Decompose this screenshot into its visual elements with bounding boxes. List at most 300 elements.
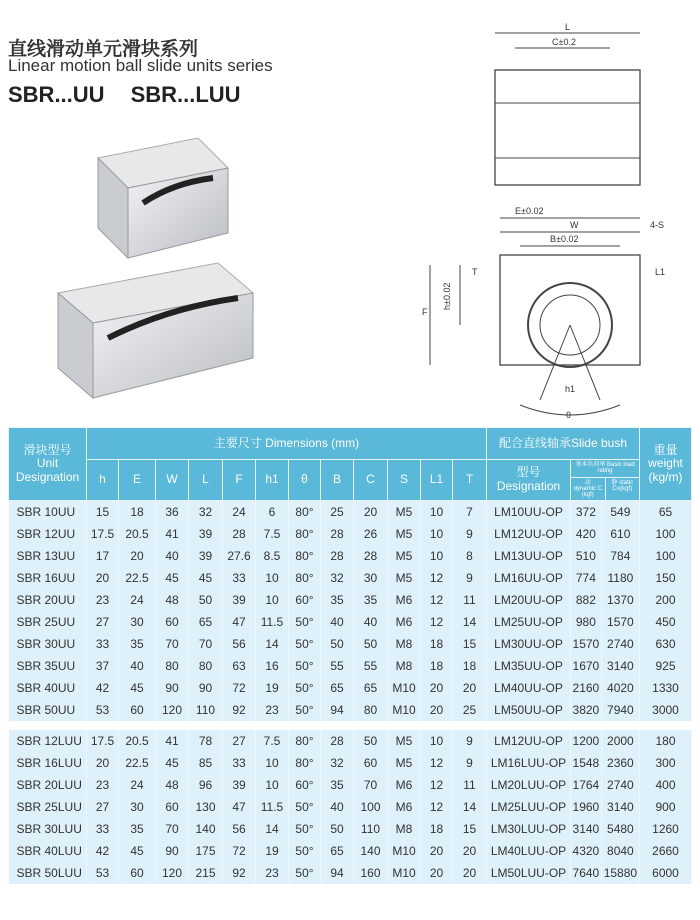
table-cell: 90 [189, 677, 223, 699]
table-cell: 120 [156, 699, 189, 721]
table-cell: 39 [189, 523, 223, 545]
table-cell: 3140 [601, 796, 639, 818]
table-cell: 40 [321, 796, 354, 818]
table-cell: 28 [354, 545, 388, 567]
table-cell: 4320 [571, 840, 602, 862]
header-dim-9: S [388, 460, 421, 501]
table-cell: 96 [189, 774, 223, 796]
table-cell: 80 [189, 655, 223, 677]
unit-designation: SBR 13UU [9, 545, 87, 567]
table-cell: 10 [256, 752, 289, 774]
table-cell: 35 [119, 818, 156, 840]
table-cell: 160 [354, 862, 388, 884]
table-cell: 56 [223, 818, 256, 840]
table-cell: 80° [289, 523, 321, 545]
table-cell: 15 [453, 818, 487, 840]
header-dim-8: C [354, 460, 388, 501]
bush-designation: LM50UU-OP [487, 699, 571, 721]
bush-designation: LM40UU-OP [487, 677, 571, 699]
table-cell: 70 [189, 633, 223, 655]
separator-cell [9, 721, 692, 730]
model-luu: SBR...LUU [130, 82, 241, 107]
table-cell: 175 [189, 840, 223, 862]
table-cell: 25 [453, 699, 487, 721]
unit-designation: SBR 16UU [9, 567, 87, 589]
table-cell: 30 [119, 796, 156, 818]
bush-designation: LM20LUU-OP [487, 774, 571, 796]
table-cell: 55 [321, 655, 354, 677]
table-cell: 35 [119, 633, 156, 655]
table-cell: 1670 [571, 655, 602, 677]
table-cell: 1960 [571, 796, 602, 818]
header-load-rating-text: 基本负荷率 Basic load rating [571, 460, 639, 478]
table-cell: 60 [156, 796, 189, 818]
table-cell: 24 [119, 774, 156, 796]
table-cell: 3820 [571, 699, 602, 721]
label-T: T [472, 267, 478, 277]
unit-designation: SBR 16LUU [9, 752, 87, 774]
table-cell: 30 [354, 567, 388, 589]
bush-designation: LM16UU-OP [487, 567, 571, 589]
table-cell: 94 [321, 699, 354, 721]
table-cell: M6 [388, 589, 421, 611]
table-cell: 925 [640, 655, 692, 677]
header-weight-en: weight (kg/m) [648, 456, 683, 485]
label-W: W [570, 220, 579, 230]
table-cell: 3140 [571, 818, 602, 840]
table-cell: 2740 [601, 774, 639, 796]
table-cell: 45 [189, 567, 223, 589]
table-cell: M8 [388, 655, 421, 677]
table-cell: 12 [421, 774, 453, 796]
table-cell: 2160 [571, 677, 602, 699]
bush-designation: LM50LUU-OP [487, 862, 571, 884]
table-cell: 9 [453, 730, 487, 752]
table-cell: 2740 [601, 633, 639, 655]
table-cell: 140 [354, 840, 388, 862]
table-cell: 200 [640, 589, 692, 611]
table-cell: 180 [640, 730, 692, 752]
table-cell: M10 [388, 840, 421, 862]
table-cell: M5 [388, 545, 421, 567]
group-separator [9, 721, 692, 730]
table-cell: 60 [119, 862, 156, 884]
table-cell: 400 [640, 774, 692, 796]
table-row [9, 633, 692, 655]
header-weight-cn: 重量 [653, 442, 678, 457]
table-cell: 78 [189, 730, 223, 752]
table-cell: 7940 [601, 699, 639, 721]
table-cell: 20 [421, 862, 453, 884]
table-cell: 45 [119, 840, 156, 862]
label-theta: θ [566, 410, 572, 420]
bush-designation: LM40LUU-OP [487, 840, 571, 862]
unit-designation: SBR 30UU [9, 633, 87, 655]
table-cell: 55 [354, 655, 388, 677]
header-dimensions: 主要尺寸 Dimensions (mm) [87, 428, 487, 460]
table-cell: M5 [388, 501, 421, 523]
unit-designation: SBR 10UU [9, 501, 87, 523]
unit-designation: SBR 50UU [9, 699, 87, 721]
table-cell: 60 [354, 752, 388, 774]
table-cell: 20.5 [119, 523, 156, 545]
table-cell: 22.5 [119, 567, 156, 589]
table-cell: 90 [156, 677, 189, 699]
table-cell: 19 [256, 840, 289, 862]
table-cell: 9 [453, 523, 487, 545]
table-cell: 60° [289, 589, 321, 611]
table-cell: M8 [388, 818, 421, 840]
unit-designation: SBR 30LUU [9, 818, 87, 840]
table-cell: 2660 [640, 840, 692, 862]
model-series [8, 82, 267, 108]
top-view-drawing [480, 18, 660, 188]
label-S: 4-S [650, 220, 665, 230]
table-cell: 45 [156, 752, 189, 774]
table-cell: 80° [289, 752, 321, 774]
table-cell: 1330 [640, 677, 692, 699]
table-cell: 100 [354, 796, 388, 818]
unit-designation: SBR 25UU [9, 611, 87, 633]
table-cell: 510 [571, 545, 602, 567]
bush-designation: LM12UU-OP [487, 523, 571, 545]
table-cell: 63 [223, 655, 256, 677]
table-cell: 100 [640, 545, 692, 567]
table-cell: 19 [256, 677, 289, 699]
table-cell: 70 [354, 774, 388, 796]
table-row [9, 699, 692, 721]
table-cell: 27 [87, 796, 119, 818]
header-weight [640, 428, 692, 501]
table-cell: 33 [223, 567, 256, 589]
table-cell: 100 [640, 523, 692, 545]
table-cell: 17.5 [87, 730, 119, 752]
table-row [9, 523, 692, 545]
table-cell: 6 [256, 501, 289, 523]
table-cell: 1370 [601, 589, 639, 611]
table-cell: M10 [388, 862, 421, 884]
bush-designation: LM30LUU-OP [487, 818, 571, 840]
table-cell: 28 [321, 545, 354, 567]
table-cell: 20 [453, 840, 487, 862]
table-cell: M5 [388, 567, 421, 589]
label-h: h±0.02 [442, 282, 452, 310]
table-cell: 41 [156, 730, 189, 752]
header-dim-10: L1 [421, 460, 453, 501]
table-cell: 12 [421, 796, 453, 818]
table-cell: 7.5 [256, 523, 289, 545]
table-cell: 65 [189, 611, 223, 633]
table-cell: 9 [453, 567, 487, 589]
table-cell: M6 [388, 774, 421, 796]
table-cell: 20 [87, 752, 119, 774]
table-row [9, 840, 692, 862]
table-cell: 45 [156, 567, 189, 589]
table-cell: 20.5 [119, 730, 156, 752]
table-cell: 110 [354, 818, 388, 840]
table-row [9, 677, 692, 699]
table-cell: 70 [156, 818, 189, 840]
table-cell: 30 [119, 611, 156, 633]
table-cell: 80 [156, 655, 189, 677]
table-cell: 18 [421, 633, 453, 655]
table-cell: 50° [289, 796, 321, 818]
unit-designation: SBR 12LUU [9, 730, 87, 752]
table-row [9, 774, 692, 796]
table-cell: 39 [223, 774, 256, 796]
header-dynamic: 动 dynamic C (kgf) [571, 478, 606, 501]
table-cell: 300 [640, 752, 692, 774]
table-cell: 1548 [571, 752, 602, 774]
table-cell: 7.5 [256, 730, 289, 752]
table-cell: 2360 [601, 752, 639, 774]
unit-designation: SBR 40LUU [9, 840, 87, 862]
table-cell: 65 [354, 677, 388, 699]
table-cell: 27.6 [223, 545, 256, 567]
table-cell: 36 [156, 501, 189, 523]
table-cell: 18 [453, 655, 487, 677]
header-dim-2: W [156, 460, 189, 501]
table-cell: 40 [119, 655, 156, 677]
header-bush-designation [487, 460, 571, 501]
header-slide-bush: 配合直线轴承Slide bush [487, 428, 640, 460]
table-cell: 92 [223, 699, 256, 721]
table-cell: 32 [321, 567, 354, 589]
table-cell: 4020 [601, 677, 639, 699]
header-dim-0: h [87, 460, 119, 501]
table-cell: 18 [119, 501, 156, 523]
table-cell: 215 [189, 862, 223, 884]
table-cell: 14 [453, 796, 487, 818]
table-cell: 53 [87, 699, 119, 721]
table-cell: 53 [87, 862, 119, 884]
label-L: L [565, 22, 571, 32]
table-cell: M5 [388, 752, 421, 774]
table-cell: 42 [87, 677, 119, 699]
table-cell: 17.5 [87, 523, 119, 545]
table-cell: 110 [189, 699, 223, 721]
table-cell: 784 [601, 545, 639, 567]
table-row [9, 730, 692, 752]
table-cell: M10 [388, 699, 421, 721]
table-cell: 28 [321, 523, 354, 545]
table-cell: 60 [156, 611, 189, 633]
table-cell: 50 [321, 633, 354, 655]
bush-designation: LM16LUU-OP [487, 752, 571, 774]
product-photo-short [88, 128, 238, 268]
table-cell: 11 [453, 589, 487, 611]
table-cell: 65 [321, 840, 354, 862]
header-bush-des-en: Designation [496, 479, 561, 494]
table-cell: 32 [321, 752, 354, 774]
header-load-rating [571, 460, 640, 501]
table-cell: 48 [156, 774, 189, 796]
table-cell: 92 [223, 862, 256, 884]
table-cell: 7 [453, 501, 487, 523]
table-cell: 10 [421, 501, 453, 523]
table-cell: 11 [453, 774, 487, 796]
header-dim-6: θ [289, 460, 321, 501]
table-cell: 23 [256, 699, 289, 721]
table-cell: 12 [421, 567, 453, 589]
unit-designation: SBR 20UU [9, 589, 87, 611]
table-cell: 10 [421, 523, 453, 545]
table-cell: 41 [156, 523, 189, 545]
table-cell: 35 [321, 774, 354, 796]
table-cell: 94 [321, 862, 354, 884]
bush-designation: LM25UU-OP [487, 611, 571, 633]
header-dim-1: E [119, 460, 156, 501]
table-cell: 35 [321, 589, 354, 611]
table-cell: 60 [119, 699, 156, 721]
table-cell: 450 [640, 611, 692, 633]
table-cell: 80° [289, 730, 321, 752]
header-unit [9, 428, 87, 501]
table-cell: 45 [119, 677, 156, 699]
table-row [9, 796, 692, 818]
table-cell: 12 [421, 589, 453, 611]
table-cell: 50° [289, 655, 321, 677]
table-cell: 8.5 [256, 545, 289, 567]
table-cell: 10 [256, 567, 289, 589]
table-cell: 20 [87, 567, 119, 589]
table-cell: 10 [256, 589, 289, 611]
table-cell: 27 [87, 611, 119, 633]
table-row [9, 589, 692, 611]
table-cell: 50° [289, 677, 321, 699]
table-cell: 20 [119, 545, 156, 567]
table-cell: 630 [640, 633, 692, 655]
unit-designation: SBR 50LUU [9, 862, 87, 884]
bush-designation: LM13UU-OP [487, 545, 571, 567]
table-cell: 40 [321, 611, 354, 633]
bush-designation: LM12UU-OP [487, 730, 571, 752]
label-B: B±0.02 [550, 234, 579, 244]
table-cell: 3140 [601, 655, 639, 677]
table-cell: 14 [256, 818, 289, 840]
header-dim-3: L [189, 460, 223, 501]
table-cell: 80° [289, 545, 321, 567]
table-row [9, 567, 692, 589]
table-cell: 17 [87, 545, 119, 567]
bush-designation: LM10UU-OP [487, 501, 571, 523]
header-unit-cn: 滑块型号 [23, 442, 72, 457]
table-cell: 50° [289, 699, 321, 721]
table-cell: 10 [421, 730, 453, 752]
header-static: 静 static Co(kgf) [611, 479, 634, 492]
table-cell: 80° [289, 567, 321, 589]
table-cell: 50 [354, 633, 388, 655]
table-cell: 90 [156, 840, 189, 862]
bush-designation: LM35UU-OP [487, 655, 571, 677]
table-cell: 20 [453, 677, 487, 699]
table-cell: 882 [571, 589, 602, 611]
unit-designation: SBR 35UU [9, 655, 87, 677]
table-cell: 28 [223, 523, 256, 545]
table-cell: M8 [388, 633, 421, 655]
table-cell: 80 [354, 699, 388, 721]
table-cell: 549 [601, 501, 639, 523]
table-cell: 140 [189, 818, 223, 840]
table-cell: 65 [321, 677, 354, 699]
table-cell: 610 [601, 523, 639, 545]
table-cell: 20 [421, 699, 453, 721]
table-cell: 9 [453, 752, 487, 774]
header-bush-des-cn: 型号 [516, 465, 541, 480]
table-cell: 6000 [640, 862, 692, 884]
table-cell: 50° [289, 840, 321, 862]
header-dim-5: h1 [256, 460, 289, 501]
label-E: E±0.02 [515, 206, 544, 216]
table-cell: 24 [119, 589, 156, 611]
title-english: Linear motion ball slide units series [8, 56, 273, 75]
unit-designation: SBR 20LUU [9, 774, 87, 796]
table-cell: 48 [156, 589, 189, 611]
table-cell: 23 [256, 862, 289, 884]
table-cell: 28 [321, 730, 354, 752]
table-cell: 16 [256, 655, 289, 677]
table-cell: 774 [571, 567, 602, 589]
table-cell: 15880 [601, 862, 639, 884]
table-cell: 33 [223, 752, 256, 774]
table-cell: 980 [571, 611, 602, 633]
table-cell: 12 [421, 611, 453, 633]
spec-table [8, 427, 692, 884]
table-cell: M6 [388, 796, 421, 818]
table-cell: 65 [640, 501, 692, 523]
table-cell: 900 [640, 796, 692, 818]
table-cell: 32 [189, 501, 223, 523]
table-cell: 20 [354, 501, 388, 523]
table-cell: 1260 [640, 818, 692, 840]
title-chinese: 直线滑动单元滑块系列 [8, 38, 199, 60]
table-cell: 11.5 [256, 611, 289, 633]
table-cell: 20 [453, 862, 487, 884]
table-cell: M5 [388, 730, 421, 752]
table-cell: 8 [453, 545, 487, 567]
table-cell: 33 [87, 633, 119, 655]
table-cell: 1570 [601, 611, 639, 633]
table-cell: 47 [223, 611, 256, 633]
header-dim-11: T [453, 460, 487, 501]
front-view-drawing [410, 200, 695, 425]
header-dim-7: B [321, 460, 354, 501]
table-cell: 22.5 [119, 752, 156, 774]
table-cell: 14 [453, 611, 487, 633]
table-cell: 1570 [571, 633, 602, 655]
table-cell: 50° [289, 633, 321, 655]
table-cell: 372 [571, 501, 602, 523]
bush-designation: LM20UU-OP [487, 589, 571, 611]
table-cell: 130 [189, 796, 223, 818]
table-cell: 18 [421, 818, 453, 840]
table-cell: 25 [321, 501, 354, 523]
table-cell: 1764 [571, 774, 602, 796]
table-cell: 20 [421, 840, 453, 862]
table-row [9, 862, 692, 884]
table-cell: 2000 [601, 730, 639, 752]
label-C: C±0.2 [552, 37, 576, 47]
table-cell: 8040 [601, 840, 639, 862]
table-cell: 56 [223, 633, 256, 655]
table-cell: 24 [223, 501, 256, 523]
table-cell: 10 [421, 545, 453, 567]
table-cell: 23 [87, 774, 119, 796]
unit-designation: SBR 40UU [9, 677, 87, 699]
table-cell: M10 [388, 677, 421, 699]
product-photo-long [48, 258, 258, 408]
table-cell: 1200 [571, 730, 602, 752]
